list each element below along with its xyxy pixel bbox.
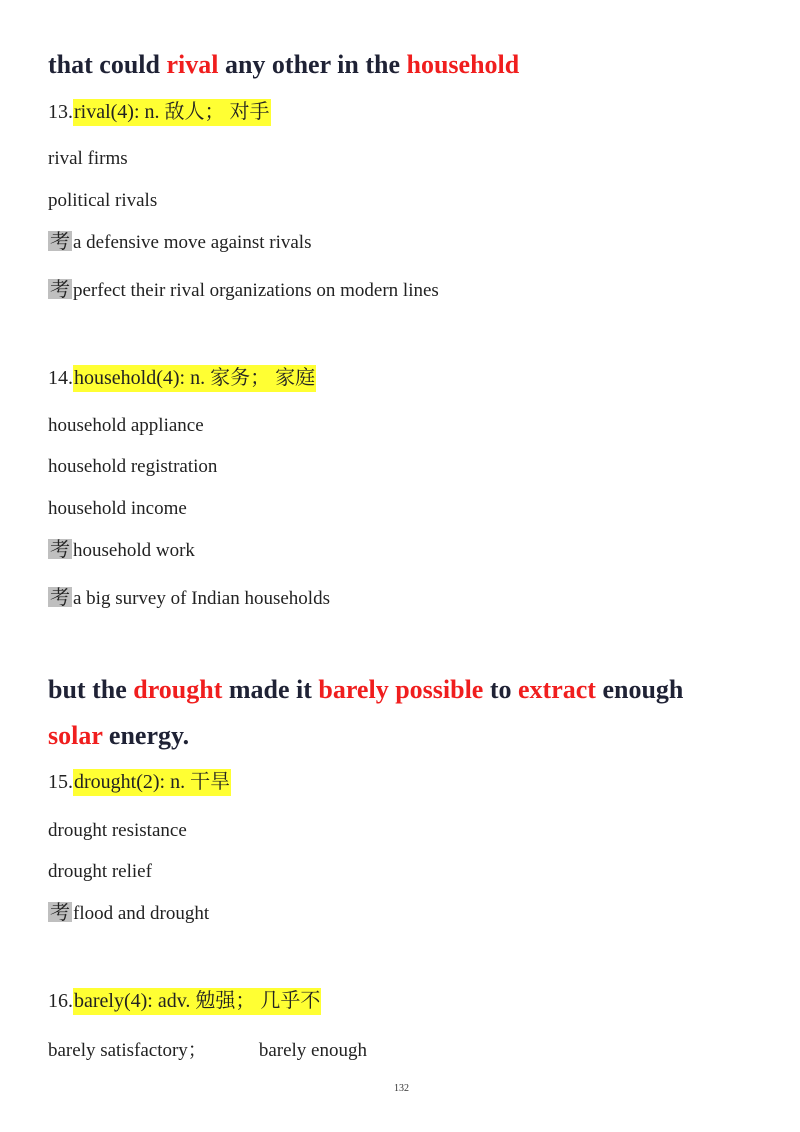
example-line: household registration bbox=[48, 456, 218, 477]
exam-mark-icon: 考 bbox=[50, 900, 70, 924]
exam-mark-icon: 考 bbox=[50, 585, 70, 609]
example-line: rival firms bbox=[48, 148, 128, 169]
vocab-entry-15 bbox=[48, 772, 231, 792]
example-line: drought relief bbox=[48, 861, 152, 882]
entry-number: 13. bbox=[48, 101, 73, 123]
example-text: perfect their rival organizations on modern lines bbox=[73, 280, 439, 301]
sentence-text: energy. bbox=[102, 721, 190, 750]
vocab-entry-13 bbox=[48, 102, 271, 122]
exam-example-line bbox=[48, 279, 439, 300]
example-text: household work bbox=[73, 540, 195, 561]
exam-mark-icon: 考 bbox=[50, 229, 70, 253]
example-text: a defensive move against rivals bbox=[73, 232, 312, 253]
example-line: political rivals bbox=[48, 190, 158, 211]
example-text: barely satisfactory； bbox=[48, 1040, 207, 1061]
exam-mark-icon: 考 bbox=[50, 277, 70, 301]
example-line: drought resistance bbox=[48, 820, 187, 841]
sentence-text: that could bbox=[48, 50, 167, 79]
example-line: household income bbox=[48, 498, 187, 519]
sentence-heading-1 bbox=[48, 52, 519, 78]
vocab-entry-16 bbox=[48, 991, 321, 1011]
sentence-text: any other in the bbox=[218, 50, 407, 79]
entry-number: 15. bbox=[48, 771, 73, 793]
exam-example-line bbox=[48, 539, 195, 560]
entry-definition: barely(4): adv. 勉强； 几乎不 bbox=[73, 988, 321, 1015]
exam-example-line bbox=[48, 587, 330, 608]
exam-example-line bbox=[48, 231, 311, 252]
example-line: household appliance bbox=[48, 415, 204, 436]
entry-definition: household(4): n. 家务； 家庭 bbox=[73, 365, 316, 392]
keyword-solar: solar bbox=[48, 721, 103, 750]
sentence-heading-2 bbox=[48, 677, 683, 703]
keyword-household: household bbox=[406, 50, 520, 79]
entry-definition: rival(4): n. 敌人； 对手 bbox=[73, 99, 271, 126]
example-text: a big survey of Indian households bbox=[73, 588, 330, 609]
example-line bbox=[48, 1041, 367, 1060]
entry-definition: drought(2): n. 干旱 bbox=[73, 769, 231, 796]
vocab-entry-14 bbox=[48, 368, 316, 388]
sentence-text: made it bbox=[222, 675, 319, 704]
page-number: 132 bbox=[394, 1083, 409, 1094]
keyword-drought: drought bbox=[133, 675, 223, 704]
exam-mark-icon: 考 bbox=[50, 537, 70, 561]
entry-number: 14. bbox=[48, 367, 73, 389]
keyword-extract: extract bbox=[518, 675, 596, 704]
sentence-heading-2-cont bbox=[48, 723, 189, 749]
keyword-rival: rival bbox=[166, 50, 219, 79]
example-text: flood and drought bbox=[73, 903, 210, 924]
entry-number: 16. bbox=[48, 990, 73, 1012]
sentence-text: enough bbox=[595, 675, 684, 704]
keyword-barely-possible: barely possible bbox=[318, 675, 484, 704]
sentence-text: to bbox=[483, 675, 519, 704]
exam-example-line bbox=[48, 902, 209, 923]
example-text: barely enough bbox=[258, 1040, 367, 1061]
sentence-text: but the bbox=[48, 675, 134, 704]
